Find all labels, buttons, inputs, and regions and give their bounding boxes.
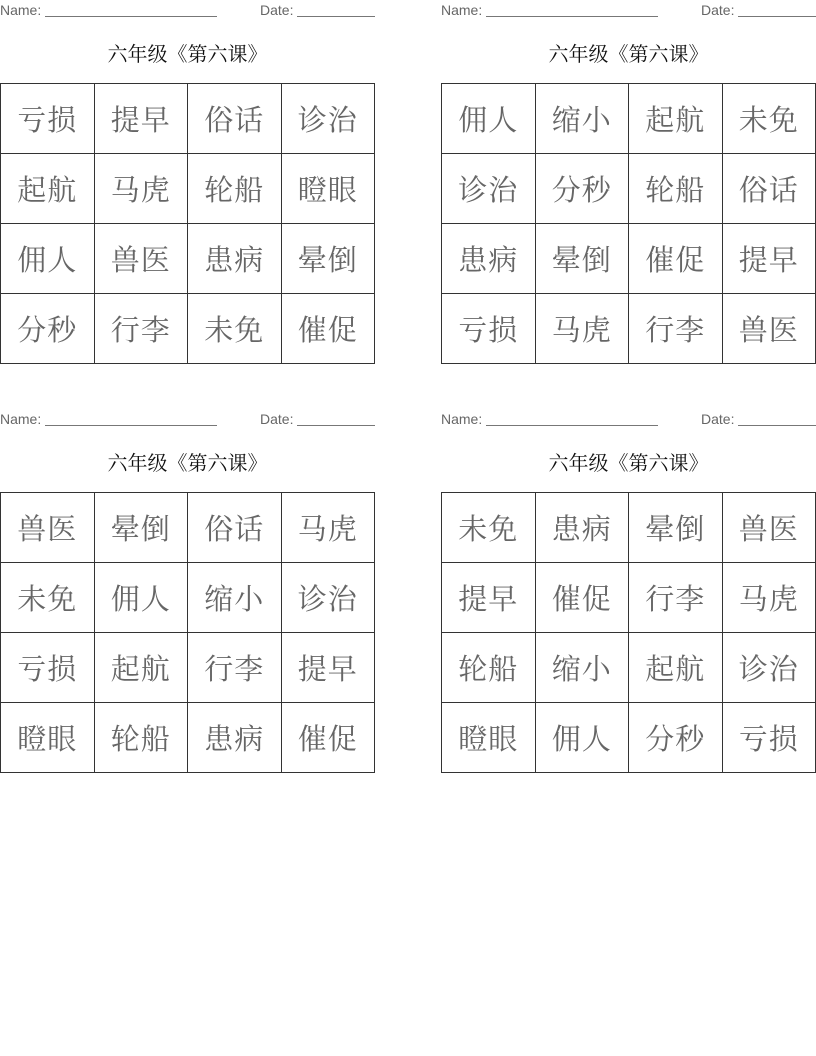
grid-cell: 催促 — [281, 294, 375, 364]
grid-cell: 俗话 — [722, 154, 816, 224]
grid-cell: 佣人 — [1, 224, 95, 294]
grid-row — [1, 294, 375, 364]
grid-cell: 催促 — [629, 224, 723, 294]
grid-cell: 亏损 — [1, 633, 95, 703]
date-label: Date: — [701, 2, 735, 18]
grid-cell: 未免 — [188, 294, 282, 364]
grid-cell: 马虎 — [722, 563, 816, 633]
grid-cell: 兽医 — [1, 493, 95, 563]
grid-cell: 缩小 — [188, 563, 282, 633]
grid-cell: 晕倒 — [535, 224, 629, 294]
grid-row — [1, 154, 375, 224]
grid-row — [1, 224, 375, 294]
card-header — [0, 409, 375, 431]
grid-cell: 马虎 — [535, 294, 629, 364]
grid-cell: 瞪眼 — [281, 154, 375, 224]
grid-cell: 晕倒 — [629, 493, 723, 563]
grid-cell: 佣人 — [94, 563, 188, 633]
grid-cell: 亏损 — [1, 84, 95, 154]
grid-cell: 提早 — [722, 224, 816, 294]
bingo-grid — [0, 492, 375, 773]
bingo-grid — [0, 83, 375, 364]
grid-row — [442, 563, 816, 633]
grid-cell: 患病 — [188, 224, 282, 294]
grid-cell: 分秒 — [629, 703, 723, 773]
bingo-grid — [441, 83, 816, 364]
name-label: Name: — [0, 411, 42, 427]
bingo-card-1 — [0, 0, 375, 364]
card-header — [0, 0, 375, 22]
grid-row — [442, 84, 816, 154]
grid-cell: 亏损 — [442, 294, 536, 364]
grid-cell: 提早 — [281, 633, 375, 703]
grid-cell: 催促 — [281, 703, 375, 773]
card-header — [441, 0, 816, 22]
bingo-grid — [441, 492, 816, 773]
grid-cell: 患病 — [535, 493, 629, 563]
grid-cell: 诊治 — [442, 154, 536, 224]
grid-cell: 诊治 — [281, 84, 375, 154]
grid-cell: 患病 — [188, 703, 282, 773]
grid-row — [442, 493, 816, 563]
grid-row — [442, 224, 816, 294]
grid-cell: 行李 — [188, 633, 282, 703]
grid-cell: 诊治 — [281, 563, 375, 633]
card-title: 六年级《第六课》 — [107, 42, 268, 66]
date-label: Date: — [260, 411, 294, 427]
name-blank-line — [45, 425, 217, 426]
grid-row — [1, 703, 375, 773]
grid-cell: 马虎 — [281, 493, 375, 563]
bingo-card-2 — [441, 0, 816, 364]
grid-cell: 晕倒 — [94, 493, 188, 563]
card-title: 六年级《第六课》 — [107, 451, 268, 475]
grid-row — [442, 154, 816, 224]
grid-cell: 俗话 — [188, 493, 282, 563]
grid-cell: 行李 — [94, 294, 188, 364]
grid-cell: 催促 — [535, 563, 629, 633]
grid-cell: 提早 — [94, 84, 188, 154]
grid-cell: 行李 — [629, 294, 723, 364]
grid-row — [1, 633, 375, 703]
date-blank-line — [297, 16, 375, 17]
card-title: 六年级《第六课》 — [548, 42, 709, 66]
grid-cell: 起航 — [1, 154, 95, 224]
name-blank-line — [486, 425, 658, 426]
grid-cell: 兽医 — [722, 493, 816, 563]
grid-cell: 轮船 — [188, 154, 282, 224]
grid-row — [1, 84, 375, 154]
grid-cell: 起航 — [629, 633, 723, 703]
grid-cell: 起航 — [94, 633, 188, 703]
name-label: Name: — [441, 411, 483, 427]
card-title: 六年级《第六课》 — [548, 451, 709, 475]
grid-cell: 分秒 — [1, 294, 95, 364]
grid-row — [1, 493, 375, 563]
grid-cell: 诊治 — [722, 633, 816, 703]
card-header — [441, 409, 816, 431]
grid-cell: 马虎 — [94, 154, 188, 224]
grid-cell: 轮船 — [442, 633, 536, 703]
name-blank-line — [486, 16, 658, 17]
date-blank-line — [297, 425, 375, 426]
grid-cell: 瞪眼 — [442, 703, 536, 773]
bingo-card-3 — [0, 409, 375, 773]
grid-row — [442, 294, 816, 364]
grid-row — [1, 563, 375, 633]
grid-cell: 轮船 — [94, 703, 188, 773]
grid-cell: 未免 — [722, 84, 816, 154]
grid-cell: 兽医 — [94, 224, 188, 294]
grid-cell: 缩小 — [535, 84, 629, 154]
grid-cell: 亏损 — [722, 703, 816, 773]
date-blank-line — [738, 16, 816, 17]
grid-cell: 患病 — [442, 224, 536, 294]
grid-cell: 晕倒 — [281, 224, 375, 294]
grid-cell: 瞪眼 — [1, 703, 95, 773]
grid-cell: 轮船 — [629, 154, 723, 224]
grid-cell: 提早 — [442, 563, 536, 633]
name-blank-line — [45, 16, 217, 17]
date-blank-line — [738, 425, 816, 426]
name-label: Name: — [0, 2, 42, 18]
bingo-card-4 — [441, 409, 816, 773]
grid-cell: 佣人 — [535, 703, 629, 773]
grid-cell: 兽医 — [722, 294, 816, 364]
grid-cell: 分秒 — [535, 154, 629, 224]
date-label: Date: — [701, 411, 735, 427]
grid-cell: 俗话 — [188, 84, 282, 154]
grid-cell: 缩小 — [535, 633, 629, 703]
date-label: Date: — [260, 2, 294, 18]
grid-cell: 未免 — [1, 563, 95, 633]
grid-cell: 未免 — [442, 493, 536, 563]
grid-cell: 起航 — [629, 84, 723, 154]
grid-cell: 行李 — [629, 563, 723, 633]
grid-cell: 佣人 — [442, 84, 536, 154]
grid-row — [442, 703, 816, 773]
grid-row — [442, 633, 816, 703]
name-label: Name: — [441, 2, 483, 18]
